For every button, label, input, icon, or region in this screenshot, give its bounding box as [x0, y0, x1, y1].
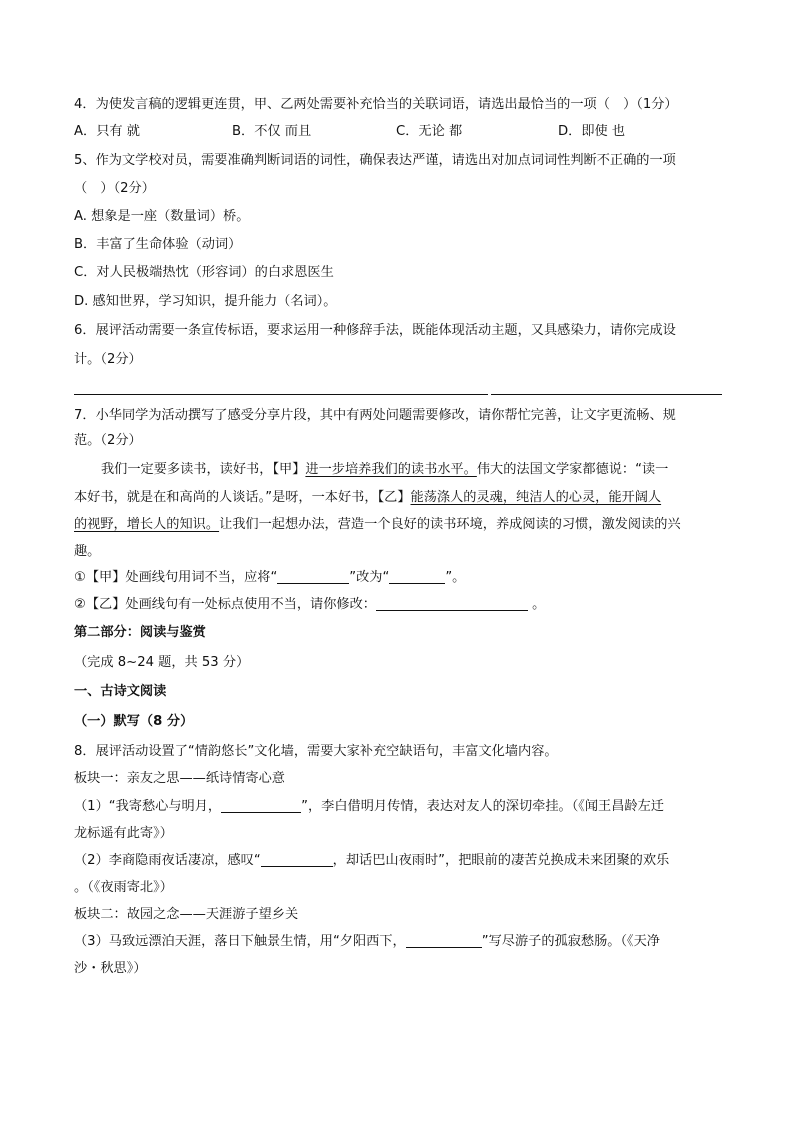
part2-title: 第二部分：阅读与鉴赏 [74, 625, 206, 640]
q7-underlined-yi-cont: 的视野，增长人的知识。 [74, 517, 220, 532]
q7-paragraph-line4: 趣。 [74, 544, 101, 559]
q4-option-d: D．即使 也 [558, 124, 626, 139]
q7-text: 本好书，就是在和高尚的人谈话。”是呀，一本好书，【乙】 [74, 490, 411, 505]
q8-item1-text: ”，李白借明月传情，表达对友人的深切牵挂。（《闻王昌龄左迁 [301, 799, 664, 814]
q8-item3-text: （3）马致远漂泊天涯，落日下触景生情，用“夕阳西下， [74, 934, 406, 949]
q8-item2-text: ，却话巴山夜雨时”，把眼前的凄苦兑换成未来团聚的欢乐 [332, 853, 670, 868]
q7-blank-3[interactable] [376, 596, 528, 611]
q8-item2-text: （2）李商隐雨夜话凄凉，感叹“ [74, 853, 261, 868]
q7-sub1-text: ①【甲】处画线句用词不当，应将“ [74, 570, 278, 585]
q5-score: （ ）（2分） [74, 181, 155, 196]
q8-blank-2[interactable] [261, 852, 333, 867]
q5-option-a: A. 想象是一座（数量词）桥。 [74, 209, 250, 224]
part2-note: （完成 8~24 题，共 53 分） [74, 655, 250, 670]
q7-blank-2[interactable] [389, 569, 445, 584]
q5-option-b: B．丰富了生命体验（动词） [74, 237, 242, 252]
q7-blank-1[interactable] [277, 569, 349, 584]
q7-underlined-yi: 能荡涤人的灵魂，纯洁人的心灵，能开阔人 [410, 490, 662, 505]
q8-block1: 板块一：亲友之思——纸诗情寄心意 [74, 771, 285, 786]
q5-stem: 5、作为文学校对员，需要准确判断词语的词性，确保表达严谨，请选出对加点词词性判断不正确的一项 [74, 153, 676, 168]
q8-blank-3[interactable] [406, 933, 482, 948]
q4-options [74, 122, 734, 142]
q7-text: 伟大的法国文学家都德说：“读一 [476, 462, 669, 477]
section-title-classical: 一、古诗文阅读 [74, 684, 167, 699]
q4-option-a: A．只有 就 [74, 124, 140, 139]
q6-line1: 6．展评活动需要一条宣传标语，要求运用一种修辞手法，既能体现活动主题，又具感染力，请你完成设 [74, 323, 676, 338]
q4-stem: 4．为使发言稿的逻辑更连贯，甲、乙两处需要补充恰当的关联词语，请选出最恰当的一项（ ）（1分） [74, 97, 678, 112]
q7-sub2-text: ②【乙】处画线句有一处标点使用不当，请你修改： [74, 597, 376, 612]
q7-text: 让我们一起想办法，营造一个良好的读书环境，养成阅读的习惯，激发阅读的兴 [219, 517, 681, 532]
q8-block2: 板块二：故园之念——天涯游子望乡关 [74, 907, 299, 922]
answer-line-1[interactable] [74, 394, 488, 395]
q6-line2: 计。（2分） [74, 352, 142, 367]
q7-text: 我们一定要多读书，读好书，【甲】 [101, 462, 306, 477]
q4-option-c: C．无论 都 [396, 124, 463, 139]
q8-item1-source: 龙标遥有此寄》） [74, 826, 173, 841]
subsection-title-dictation: （一）默写（8 分） [74, 714, 194, 729]
q7-paragraph-line1 [101, 460, 668, 480]
q8-item3-text: ”写尽游子的孤寂愁肠。（《天净 [481, 934, 660, 949]
q7-sub1-text: ”改为“ [349, 570, 390, 585]
q4-option-b: B．不仅 而且 [232, 124, 312, 139]
q8-blank-1[interactable] [221, 798, 301, 813]
q5-option-c: C．对人民极端热忱（形容词）的白求恩医生 [74, 265, 334, 280]
q7-line1: 7．小华同学为活动撰写了感受分享片段，其中有两处问题需要修改，请你帮忙完善，让文字更流畅、规 [74, 408, 676, 423]
q8-item3 [74, 932, 660, 952]
q8-item1 [74, 797, 664, 817]
q8-item2 [74, 851, 669, 871]
q7-underlined-jia: 进一步培养我们的读书水平。 [305, 462, 477, 477]
q5-option-d: D. 感知世界，学习知识，提升能力（名词）。 [74, 294, 337, 309]
q8-item2-source: 。（《夜雨寄北》） [74, 880, 173, 895]
q7-sub1-text: ”。 [445, 570, 466, 585]
q8-item3-source: 沙・秋思》） [74, 961, 147, 976]
q7-sub1 [74, 568, 465, 588]
answer-line-2[interactable] [491, 394, 722, 395]
q7-paragraph-line2 [74, 488, 661, 508]
q7-sub2 [74, 595, 545, 615]
q8-item1-text: （1）“我寄愁心与明月， [74, 799, 222, 814]
q8-stem: 8．展评活动设置了“情韵悠长”文化墙，需要大家补充空缺语句，丰富文化墙内容。 [74, 744, 558, 759]
q7-sub2-text: 。 [532, 597, 546, 612]
q7-line2: 范。（2分） [74, 433, 142, 448]
q7-paragraph-line3 [74, 515, 681, 535]
